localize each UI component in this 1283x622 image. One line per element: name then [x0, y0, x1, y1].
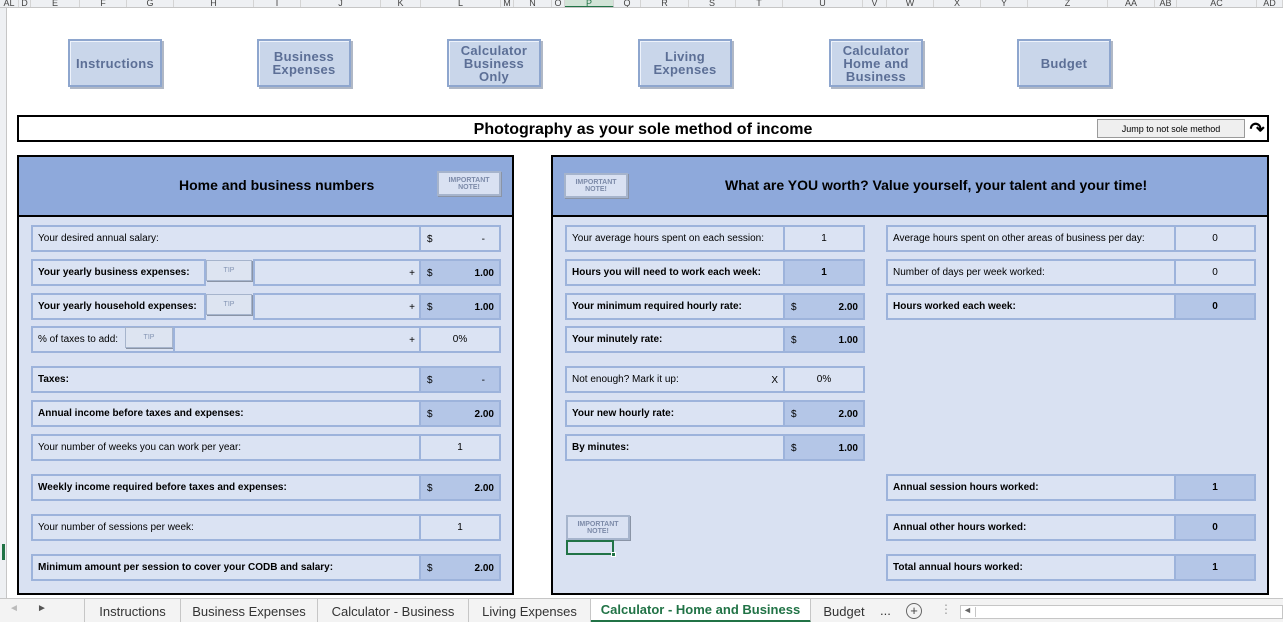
row-label: Hours you will need to work each week: — [565, 259, 785, 286]
input-cell[interactable]: + — [253, 259, 421, 286]
column-header[interactable]: M — [501, 0, 514, 8]
new-hourly-rate-value: $ 2.00 — [783, 400, 865, 427]
sessions-per-week-value[interactable]: 1 — [419, 514, 501, 541]
tip-button[interactable]: TIP — [125, 327, 173, 348]
row-weeks-per-year — [31, 434, 501, 461]
sheet-tab-living-expenses[interactable]: Living Expenses — [469, 599, 591, 622]
row-label: Your minimum required hourly rate: — [565, 293, 785, 320]
nav-button-calculator-business-only[interactable]: Calculator Business Only — [447, 39, 541, 87]
row-household-expenses — [31, 293, 501, 320]
splitter-handle-icon[interactable]: ⋮ — [940, 602, 952, 616]
row-label: Annual session hours worked: — [886, 474, 1176, 501]
column-header[interactable]: W — [887, 0, 934, 8]
row-taxes — [31, 366, 501, 393]
column-header[interactable]: Q — [614, 0, 641, 8]
annual-other-hours-value: 0 — [1174, 514, 1256, 541]
row-total-annual-hours — [886, 554, 1256, 581]
jump-to-not-sole-method-button[interactable]: Jump to not sole method — [1097, 119, 1245, 138]
row-desired-salary — [31, 225, 501, 252]
total-annual-hours-value: 1 — [1174, 554, 1256, 581]
row-label: Your desired annual salary: — [31, 225, 421, 252]
column-header-strip — [0, 0, 1283, 8]
column-header[interactable]: U — [783, 0, 863, 8]
column-header[interactable]: O — [552, 0, 565, 8]
home-business-numbers-panel — [17, 155, 514, 595]
minimum-per-session-value: $ 2.00 — [419, 554, 501, 581]
important-note-button-bottom[interactable]: IMPORTANT NOTE! — [566, 515, 630, 540]
row-other-hours-per-day — [886, 225, 1256, 252]
row-label: Number of days per week worked: — [886, 259, 1176, 286]
row-label: Your average hours spent on each session: — [565, 225, 785, 252]
min-hourly-rate-value: $ 2.00 — [783, 293, 865, 320]
column-header[interactable]: N — [514, 0, 552, 8]
nav-button-calculator-home-and-business[interactable]: Calculator Home and Business — [829, 39, 923, 87]
household-expenses-value: $ 1.00 — [419, 293, 501, 320]
row-label: Total annual hours worked: — [886, 554, 1176, 581]
annual-income-value: $ 2.00 — [419, 400, 501, 427]
column-header[interactable]: J — [301, 0, 381, 8]
tab-scroll-next-icon[interactable]: ► — [37, 603, 47, 614]
row-label: Annual income before taxes and expenses: — [31, 400, 421, 427]
column-header[interactable]: AA — [1108, 0, 1155, 8]
column-header[interactable]: F — [80, 0, 127, 8]
row-header-selected-mark — [2, 544, 5, 560]
row-min-hourly-rate — [565, 293, 865, 320]
taxes-value: $ - — [419, 366, 501, 393]
nav-button-budget[interactable]: Budget — [1017, 39, 1111, 87]
sheet-tab-instructions[interactable]: Instructions — [84, 599, 181, 622]
hours-per-week-value: 1 — [783, 259, 865, 286]
worth-panel — [551, 155, 1269, 595]
column-header[interactable]: H — [174, 0, 254, 8]
row-markup — [565, 366, 865, 393]
input-cell[interactable]: + — [253, 293, 421, 320]
column-header[interactable]: G — [127, 0, 174, 8]
row-label: % of taxes to add: — [31, 326, 175, 353]
column-header[interactable]: Y — [981, 0, 1028, 8]
minutely-rate-value: $ 1.00 — [783, 326, 865, 353]
column-header[interactable]: E — [31, 0, 80, 8]
curved-arrow-icon[interactable]: ↷ — [1249, 119, 1265, 139]
panel-header — [553, 157, 1267, 217]
sheet-tab-calculator-home-and-business[interactable]: Calculator - Home and Business — [591, 599, 811, 622]
row-new-hourly-rate — [565, 400, 865, 427]
row-label: Annual other hours worked: — [886, 514, 1176, 541]
row-annual-other-hours — [886, 514, 1256, 541]
row-weekly-income — [31, 474, 501, 501]
row-annual-session-hours — [886, 474, 1256, 501]
more-sheets-button[interactable]: ... — [880, 603, 891, 618]
column-header[interactable]: L — [421, 0, 501, 8]
row-days-per-week — [886, 259, 1256, 286]
row-label: Hours worked each week: — [886, 293, 1176, 320]
row-label: Your yearly business expenses: — [31, 259, 206, 286]
fill-handle[interactable] — [611, 552, 616, 557]
important-note-button[interactable]: IMPORTANT NOTE! — [564, 173, 628, 198]
row-label: Your yearly household expenses: — [31, 293, 206, 320]
panel-header — [19, 157, 512, 217]
column-header[interactable]: Z — [1028, 0, 1108, 8]
row-sessions-per-week — [31, 514, 501, 541]
row-by-minutes — [565, 434, 865, 461]
add-sheet-icon[interactable]: + — [906, 603, 922, 619]
column-header-selected[interactable]: P — [565, 0, 614, 8]
annual-session-hours-value: 1 — [1174, 474, 1256, 501]
row-label: Your new hourly rate: — [565, 400, 785, 427]
panel-heading: What are YOU worth? Value yourself, your talent and your time! — [725, 177, 1148, 193]
column-header[interactable]: I — [254, 0, 301, 8]
tip-button[interactable]: TIP — [206, 260, 252, 281]
panel-heading: Home and business numbers — [179, 177, 375, 193]
column-header[interactable]: S — [689, 0, 736, 8]
input-cell[interactable]: + — [173, 326, 421, 353]
row-label: Taxes: — [31, 366, 421, 393]
row-business-expenses — [31, 259, 501, 286]
row-hours-per-week — [565, 259, 865, 286]
tab-scroll-prev-icon[interactable]: ◄ — [9, 603, 19, 614]
nav-button-business-expenses[interactable]: Business Expenses — [257, 39, 351, 87]
row-label: Your number of sessions per week: — [31, 514, 421, 541]
horizontal-scrollbar[interactable] — [960, 605, 1283, 619]
row-label: Your minutely rate: — [565, 326, 785, 353]
weeks-per-year-value[interactable]: 1 — [419, 434, 501, 461]
days-per-week-value[interactable]: 0 — [1174, 259, 1256, 286]
hours-per-session-value[interactable]: 1 — [783, 225, 865, 252]
column-header[interactable]: V — [863, 0, 887, 8]
nav-button-living-expenses[interactable]: Living Expenses — [638, 39, 732, 87]
nav-button-instructions[interactable]: Instructions — [68, 39, 162, 87]
other-hours-per-day-value[interactable]: 0 — [1174, 225, 1256, 252]
column-header[interactable]: AB — [1155, 0, 1177, 8]
sheet-tab-business-expenses[interactable]: Business Expenses — [181, 599, 318, 622]
sheet-tab-budget[interactable]: Budget — [823, 603, 865, 619]
column-header[interactable]: K — [381, 0, 421, 8]
taxes-percent-value[interactable]: 0% — [419, 326, 501, 353]
sheet-tab-bar — [0, 598, 1283, 622]
column-header[interactable]: T — [736, 0, 783, 8]
row-label: Minimum amount per session to cover your CODB and salary: — [31, 554, 421, 581]
tip-button[interactable]: TIP — [206, 294, 252, 315]
row-header-strip — [0, 8, 7, 598]
row-minutely-rate — [565, 326, 865, 353]
column-header[interactable]: R — [641, 0, 689, 8]
row-taxes-percent — [31, 326, 501, 353]
row-hours-per-session — [565, 225, 865, 252]
column-header[interactable]: D — [19, 0, 31, 8]
business-expenses-value: $ 1.00 — [419, 259, 501, 286]
row-minimum-per-session — [31, 554, 501, 581]
weekly-income-value: $ 2.00 — [419, 474, 501, 501]
row-label: Not enough? Mark it up: X — [565, 366, 785, 393]
salary-value-cell[interactable]: $ - — [419, 225, 501, 252]
by-minutes-value: $ 1.00 — [783, 434, 865, 461]
row-annual-income — [31, 400, 501, 427]
sheet-tab-calculator-business[interactable]: Calculator - Business — [318, 599, 469, 622]
row-label: Average hours spent on other areas of business per day: — [886, 225, 1176, 252]
hours-worked-week-value: 0 — [1174, 293, 1256, 320]
page-title: Photography as your sole method of income — [473, 121, 813, 138]
important-note-button[interactable]: IMPORTANT NOTE! — [437, 171, 501, 196]
column-header[interactable]: AD — [1257, 0, 1283, 8]
scroll-left-icon[interactable]: ◄ — [963, 605, 972, 615]
scrollbar-thumb[interactable] — [975, 607, 1281, 617]
markup-value[interactable]: 0% — [783, 366, 865, 393]
row-label: Weekly income required before taxes and expenses: — [31, 474, 421, 501]
active-cell-selection[interactable] — [566, 540, 614, 555]
row-label: By minutes: — [565, 434, 785, 461]
row-hours-worked-week — [886, 293, 1256, 320]
column-header[interactable]: X — [934, 0, 981, 8]
column-header[interactable]: AL — [0, 0, 19, 8]
title-bar — [17, 115, 1269, 142]
column-header[interactable]: AC — [1177, 0, 1257, 8]
row-label: Your number of weeks you can work per year: — [31, 434, 421, 461]
